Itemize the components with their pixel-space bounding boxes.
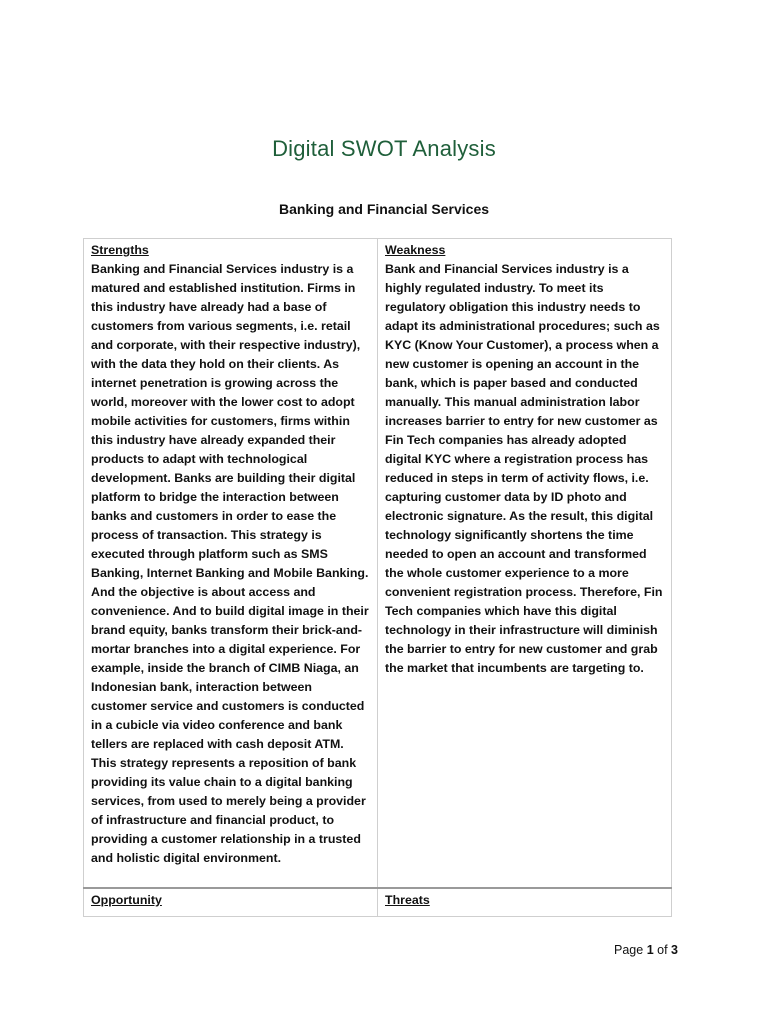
weakness-cell: [378, 239, 672, 889]
opportunity-heading: Opportunity: [91, 893, 162, 907]
document-title: Digital SWOT Analysis: [272, 136, 496, 161]
swot-table: [83, 238, 672, 917]
page-current: 1: [646, 943, 654, 957]
of-word: of: [657, 943, 668, 957]
weakness-text: Bank and Financial Services industry is a highly regulated industry. To meet its regulatory obligation this industry needs to adapt its administrational procedures; such as KYC (Know Your Customer), a process when a new customer is opening an account in the bank, which is paper based and conducted manually. This manual administration labor increases barrier to entry for new customer as Fin Tech companies has already adopted digital KYC where a registration process has reduced in steps in term of activity flows, i.e. capturing customer data by ID photo and electronic signature. As the result, this digital technology significantly shortens the time needed to open an account and transformed the whole customer experience to a more convenient registration process. Therefore, Fin Tech companies which have this digital technology in their infrastructure will diminish the barrier to entry for new customer and grab the market that incumbents are targeting to.: [385, 262, 663, 675]
weakness-heading: Weakness: [385, 243, 446, 257]
strengths-text: Banking and Financial Services industry is a matured and established institution. Firms in this industry have already had a base of customers from various segments, i.e. retail and corporate, with their respective industry), with the data they hold on their clients. As internet penetration is growing across the world, moreover with the lower cost to adopt mobile activities for customers, firms within this industry have already expanded their products to adapt with technological development. Banks are building their digital platform to bridge the interaction between banks and customers in order to ease the process of transaction. This strategy is executed through platform such as SMS Banking, Internet Banking and Mobile Banking. And the objective is about access and convenience. And to build digital image in their brand equity, banks transform their brick-and-mortar branches into a digital experience. For example, inside the branch of CIMB Niaga, an Indonesian bank, interaction between customer service and customers is conducted in a cubicle via video conference and bank tellers are replaced with cash deposit ATM. This strategy represents a reposition of bank providing its value chain to a digital banking services, from used to merely being a provider of infrastructure and financial product, to providing a customer relationship in a trusted and holistic digital environment.: [91, 262, 369, 865]
opportunity-cell: [84, 888, 378, 917]
strengths-cell: [84, 239, 378, 889]
page-number: [614, 943, 678, 957]
page-total: 3: [671, 943, 678, 957]
swot-row-bottom: [84, 888, 672, 917]
swot-row-top: [84, 239, 672, 889]
document-subtitle: Banking and Financial Services: [278, 201, 490, 217]
threats-cell: [378, 888, 672, 917]
threats-heading: Threats: [385, 893, 430, 907]
page-word: Page: [614, 943, 644, 957]
strengths-heading: Strengths: [91, 243, 149, 257]
